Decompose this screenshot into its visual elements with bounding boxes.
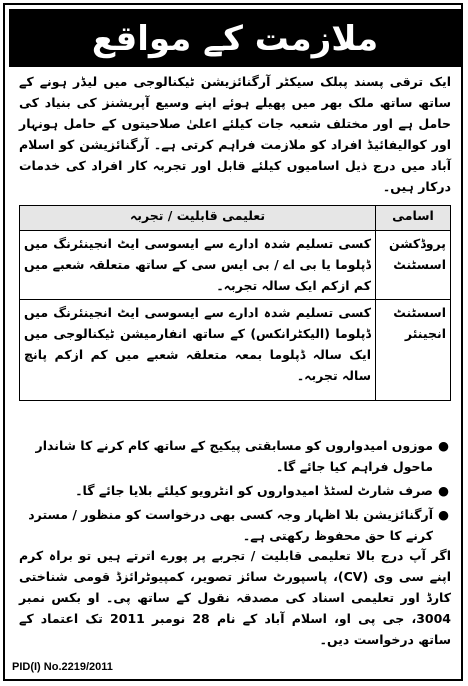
note-text: موزوں امیدواروں کو مسابقتی پیکیج کے ساتھ کام کرنے کا شاندار ماحول فراہم کیا جائے گا۔ — [35, 438, 433, 474]
jobs-table — [19, 205, 451, 401]
table-header-row — [20, 206, 451, 231]
list-item — [19, 435, 451, 477]
notes-list — [19, 435, 451, 549]
qualification-cell: کسی تسلیم شدہ ادارے سے ایسوسی ایٹ انجینئرنگ میں ڈپلوما یا بی اے / بی ایس سی کے ساتھ متعلقہ شعبے میں کم ازکم ایک سالہ تجربہ۔ — [20, 231, 376, 300]
bullet-icon: ● — [438, 438, 449, 453]
post-header: اسامی — [376, 206, 451, 231]
post-cell: پروڈکشن اسسٹنٹ — [376, 231, 451, 300]
post-cell: اسسٹنٹ انجینئر — [376, 300, 451, 401]
intro-paragraph: ایک ترقی پسند پبلک سیکٹر آرگنائزیشن ٹیکنالوجی میں لیڈر ہونے کے ساتھ ساتھ ملک بھر میں پھیلے ہوئے اپنے وسیع آپریشنز کی بنیاد کی حامل ہے اور مختلف شعبہ جات کیلئے اعلیٰ صلاحیتوں کے حامل ہونہار اور کوالیفائیڈ افراد کو ملازمت فراہم کرتی ہے۔ آرگنائزیشن کو اسلام آباد میں درج ذیل اسامیوں کیلئے قابل اور تجربہ کار افراد کی خدمات درکار ہیں۔ — [19, 74, 451, 194]
application-instructions: اگر آپ درج بالا تعلیمی قابلیت / تجربے پر پورے اترتے ہیں تو براہ کرم اپنے سی وی (CV)، پاسپورٹ سائز تصویر، کمپیوٹرائزڈ قومی شناختی کارڈ اور تعلیمی اسناد کی مصدقہ نقول کے ساتھ پی۔ او بکس نمبر 3004، جی پی او، اسلام آباد کے نام 28 نومبر 2011 تک اعتماد کے ساتھ درخواست دیں۔ — [19, 548, 451, 647]
note-text: آرگنائزیشن بلا اظہار وجہ کسی بھی درخواست کو منظور / مسترد کرنے کا حق محفوظ رکھتی ہے۔ — [28, 507, 433, 543]
list-item — [19, 480, 451, 501]
qualification-header: تعلیمی قابلیت / تجربہ — [20, 206, 376, 231]
pid-number: PID(I) No.2219/2011 — [12, 661, 113, 673]
note-text: صرف شارٹ لسٹڈ امیدواروں کو انٹرویو کیلئے بلایا جائے گا۔ — [75, 483, 433, 498]
bullet-icon: ● — [438, 483, 449, 498]
job-advertisement — [3, 3, 463, 681]
ad-title: ملازمت کے مواقع — [91, 18, 379, 59]
bullet-icon: ● — [438, 507, 449, 522]
table-row — [20, 300, 451, 401]
list-item — [19, 504, 451, 546]
ad-header — [9, 9, 461, 67]
qualification-cell: کسی تسلیم شدہ ادارے سے ایسوسی ایٹ انجینئرنگ میں ڈپلوما (الیکٹرانکس) کے ساتھ انفارمیشن ٹیکنالوجی میں ایک سالہ ڈپلوما بمعہ متعلقہ شعبے میں کم ازکم پانچ سالہ تجربہ۔ — [20, 300, 376, 401]
table-row — [20, 231, 451, 300]
